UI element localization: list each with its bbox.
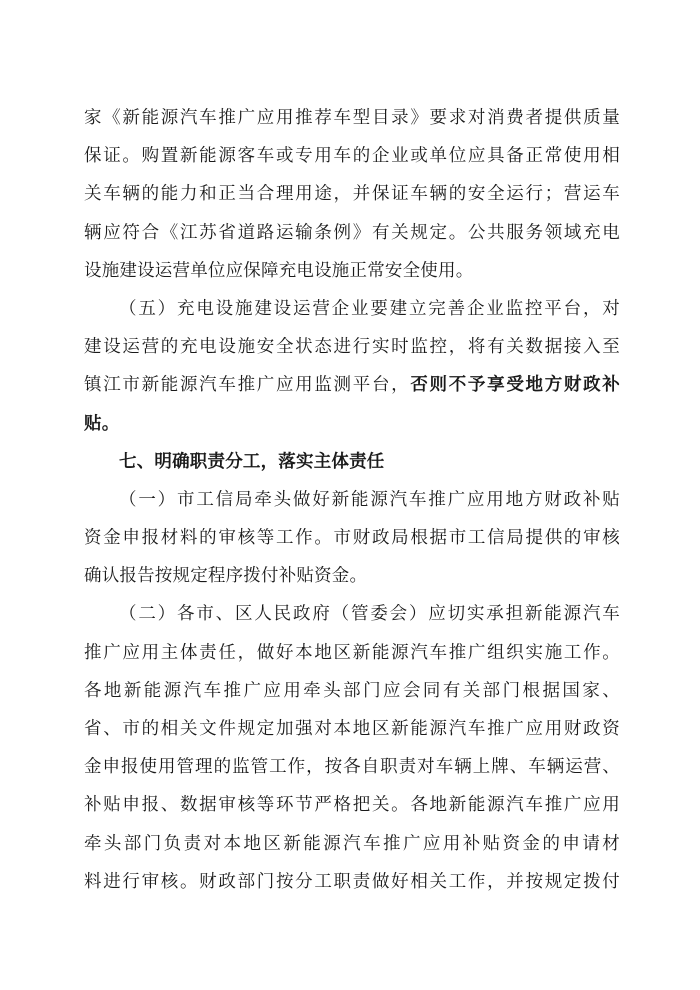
document-page xyxy=(84,99,620,901)
text-line: 确认报告按规定程序拨付补贴资金。 xyxy=(84,566,368,587)
text-line: 金申报使用管理的监管工作，按各自职责对车辆上牌、车辆运营、 xyxy=(84,757,620,778)
text-line: （二）各市、区人民政府（管委会）应切实承担新能源汽车 xyxy=(119,604,620,625)
paragraph-vehicle-requirements xyxy=(84,99,620,290)
text-line: 料进行审核。财政部门按分工职责做好相关工作，并按规定拨付 xyxy=(84,871,620,892)
text-line: 设施建设运营单位应保障充电设施正常安全使用。 xyxy=(84,260,474,281)
paragraph-review-duties xyxy=(84,481,620,596)
text-line: 牵头部门负责对本地区新能源汽车推广应用补贴资金的申请材 xyxy=(84,833,620,854)
text-line: 建设运营的充电设施安全状态进行实时监控，将有关数据接入至 xyxy=(84,337,620,358)
emphasis-text: 贴。 xyxy=(84,413,120,434)
text-normal: 镇江市新能源汽车推广应用监测平台， xyxy=(84,375,411,396)
text-line: 辆应符合《江苏省道路运输条例》有关规定。公共服务领域充电 xyxy=(84,222,620,243)
text-line: 保证。购置新能源客车或专用车的企业或单位应具备正常使用相 xyxy=(84,146,620,167)
text-line: （一）市工信局牵头做好新能源汽车推广应用地方财政补贴 xyxy=(119,489,620,510)
text-line: 各地新能源汽车推广应用牵头部门应会同有关部门根据国家、 xyxy=(84,680,620,701)
section-heading: 七、明确职责分工，落实主体责任 xyxy=(119,451,385,472)
emphasis-text: 否则不予享受地方财政补 xyxy=(410,375,621,396)
paragraph-local-government-duties xyxy=(84,595,620,901)
text-line: 补贴申报、数据审核等环节严格把关。各地新能源汽车推广应用 xyxy=(84,795,620,816)
text-line: （五）充电设施建设运营企业要建立完善企业监控平台，对 xyxy=(119,298,620,319)
text-line: 推广应用主体责任，做好本地区新能源汽车推广组织实施工作。 xyxy=(84,642,620,663)
text-line: 省、市的相关文件规定加强对本地区新能源汽车推广应用财政资 xyxy=(84,719,620,739)
paragraph-charging-monitoring xyxy=(84,290,620,443)
text-line: 家《新能源汽车推广应用推荐车型目录》要求对消费者提供质量 xyxy=(84,108,620,128)
text-line: 关车辆的能力和正当合理用途，并保证车辆的安全运行；营运车 xyxy=(84,184,620,205)
text-line xyxy=(84,366,620,404)
text-line: 资金申报材料的审核等工作。市财政局根据市工信局提供的审核 xyxy=(84,528,620,549)
